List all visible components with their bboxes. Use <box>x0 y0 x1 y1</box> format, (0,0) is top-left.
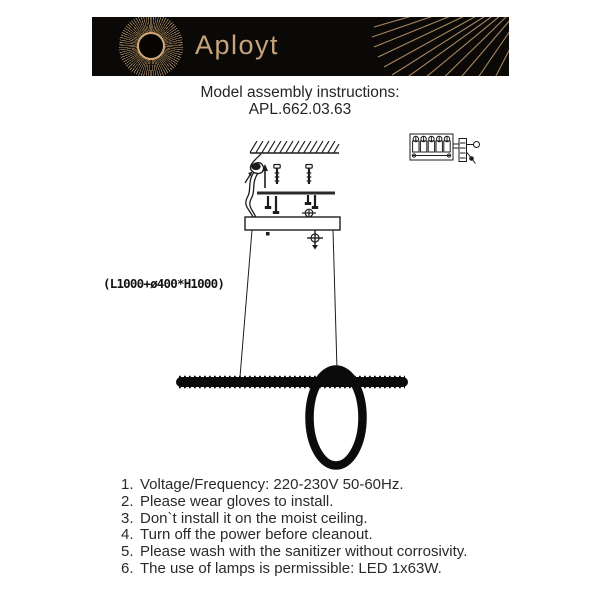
instruction-item <box>121 511 467 528</box>
instruction-text: Voltage/Frequency: 220-230V 50-60Hz. <box>140 476 404 493</box>
instruction-text: Turn off the power before cleanout. <box>140 526 373 544</box>
instruction-item <box>121 544 467 561</box>
instruction-text: Don`t install it on the moist ceiling. <box>140 509 368 527</box>
mounting-screws-top <box>274 165 312 185</box>
brand-name: Aployt <box>195 29 280 60</box>
instruction-number: 2. <box>121 492 134 510</box>
ceiling <box>250 141 339 153</box>
instruction-item <box>121 561 467 578</box>
suspension-wires <box>240 230 337 377</box>
instruction-number: 6. <box>121 559 134 577</box>
dimension-label: (L1000+ø400*H1000) <box>103 276 225 291</box>
instruction-item <box>121 494 467 511</box>
instruction-text: Please wash with the sanitizer without corrosivity. <box>140 543 468 561</box>
instruction-text: Please wear gloves to install. <box>140 492 334 510</box>
instruction-item <box>121 527 467 544</box>
page-title: Model assembly instructions: <box>200 84 400 101</box>
mounting-screws-bottom <box>265 195 318 217</box>
power-cable <box>245 154 264 218</box>
instruction-number: 5. <box>121 543 134 561</box>
mounting-plate <box>257 192 335 195</box>
instruction-number: 1. <box>121 476 134 493</box>
instructions-list <box>121 477 467 578</box>
instruction-text: The use of lamps is permissible: LED 1x63W. <box>140 559 442 577</box>
instruction-number: 3. <box>121 509 134 527</box>
terminal-block <box>410 134 480 164</box>
model-number: APL.662.03.63 <box>248 101 352 118</box>
led-bar <box>176 377 408 387</box>
instruction-item <box>121 477 467 494</box>
instruction-number: 4. <box>121 526 134 544</box>
canopy <box>245 217 340 250</box>
